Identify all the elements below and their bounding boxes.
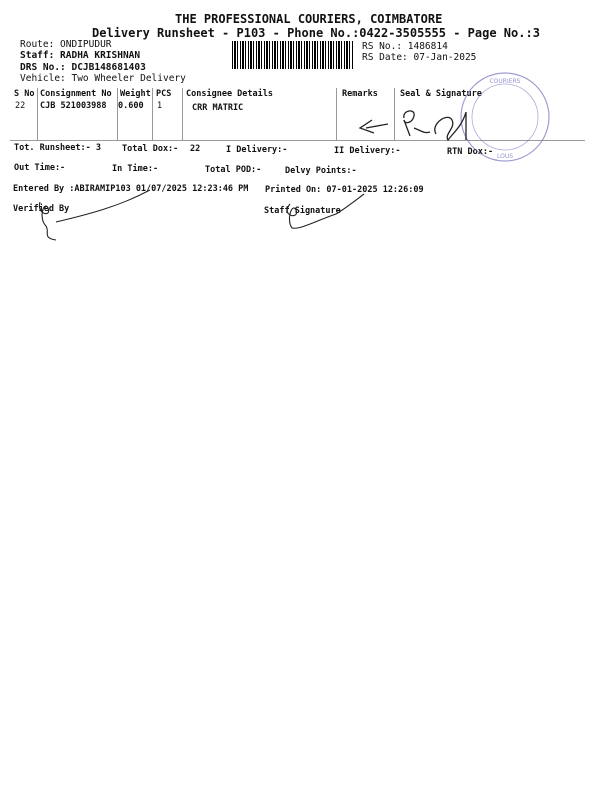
stamp-text-top: COURIERS <box>489 78 521 85</box>
col-sno: S No <box>14 89 35 99</box>
remarks-signature <box>360 120 388 133</box>
receiver-signature <box>404 111 430 136</box>
col-seal-signature: Seal & Signature <box>400 89 482 99</box>
out-time: Out Time:- <box>14 163 66 173</box>
staff-signature <box>287 194 364 228</box>
row-sno: 22 <box>15 101 26 111</box>
col-remarks: Remarks <box>342 89 378 99</box>
vehicle-label: Vehicle: Two Wheeler Delivery <box>20 73 186 84</box>
i-delivery: I Delivery:- <box>226 145 288 155</box>
delvy-points: Delvy Points:- <box>285 166 357 176</box>
in-time: In Time:- <box>112 164 159 174</box>
total-dox-value: 22 <box>190 144 201 154</box>
col-pcs: PCS <box>156 89 172 99</box>
rs-number: RS No.: 1486814 <box>362 41 448 52</box>
row-consignee: CRR MATRIC <box>192 103 244 113</box>
route-label: Route: ONDIPUDUR <box>20 39 112 50</box>
stamp-text-bottom: LOUS <box>496 153 514 160</box>
verified-by: Verified By <box>13 204 70 214</box>
staff-label: Staff: RADHA KRISHNAN <box>20 50 141 61</box>
row-weight: 0.600 <box>118 101 144 111</box>
total-dox-label: Total Dox:- <box>122 144 179 154</box>
row-consignment: CJB 521003988 <box>40 101 107 111</box>
drs-number: DRS No.: DCJB148681403 <box>20 62 146 73</box>
verifier-signature <box>39 202 56 240</box>
rtn-dox: RTN Dox:- <box>447 147 494 157</box>
runsheet-title: Delivery Runsheet - P103 - Phone No.:0422-3505555 - Page No.:3 <box>92 26 540 40</box>
row-pcs: 1 <box>157 101 163 111</box>
col-consignment: Consignment No <box>40 89 112 99</box>
staff-signature-label: Staff Signature <box>264 206 341 216</box>
total-pod: Total POD:- <box>205 165 262 175</box>
company-title: THE PROFESSIONAL COURIERS, COIMBATORE <box>175 12 443 26</box>
col-weight: Weight <box>120 89 151 99</box>
printed-on: Printed On: 07-01-2025 12:26:09 <box>265 185 424 195</box>
col-consignee: Consignee Details <box>186 89 273 99</box>
tot-runsheet: Tot. Runsheet:- 3 <box>14 143 101 153</box>
entered-by: Entered By :ABIRAMIP103 01/07/2025 12:23:46 PM <box>13 184 249 194</box>
rs-date: RS Date: 07-Jan-2025 <box>362 52 477 63</box>
ii-delivery: II Delivery:- <box>334 146 401 156</box>
